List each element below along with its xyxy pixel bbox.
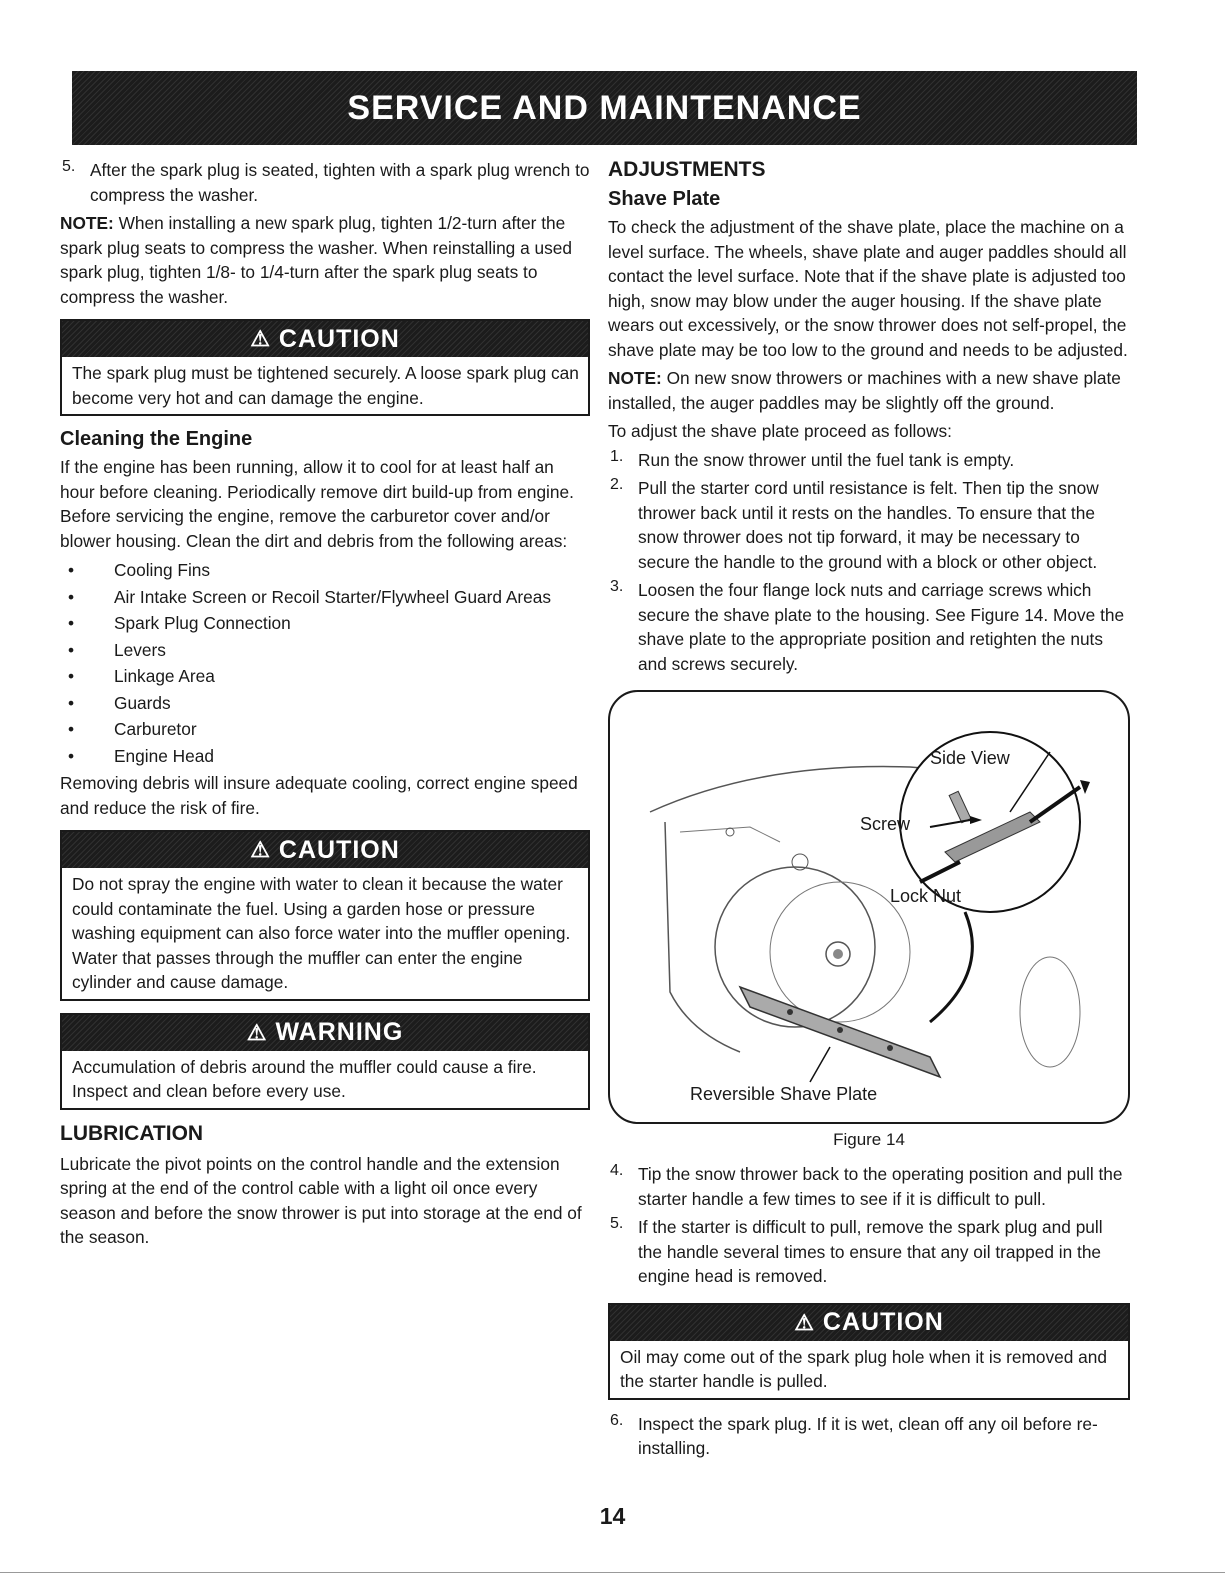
warning-box-muffler bbox=[60, 1013, 590, 1110]
caution-header bbox=[610, 1305, 1128, 1341]
lubrication-heading: LUBRICATION bbox=[60, 1121, 204, 1145]
shave-plate-diagram bbox=[610, 692, 1128, 1122]
note-shave-plate bbox=[608, 366, 1130, 415]
banner-title: SERVICE AND MAINTENANCE bbox=[347, 88, 862, 127]
caution-header bbox=[62, 832, 588, 868]
step-6 bbox=[608, 1412, 1130, 1465]
cleaning-text: If the engine has been running, allow it to cool for at least half an hour before cleaning. Periodically remove dirt build-up from engine. Before servicing the engine, remove the carburetor cover and/or blower housing. Clean the dirt and debris from the following areas: bbox=[60, 457, 574, 551]
figure-caption: Figure 14 bbox=[833, 1130, 905, 1149]
step-text: Loosen the four flange lock nuts and carriage screws which secure the shave plate to the housing. See Figure 14. Move the shave plate to the appropriate position and retighten the nuts and screws securely. bbox=[638, 580, 1125, 674]
step-5-spark-plug bbox=[60, 158, 590, 211]
note-text: On new snow throwers or machines with a new shave plate installed, the auger paddles may be slightly off the ground. bbox=[608, 368, 1121, 413]
step-number: 5. bbox=[610, 1215, 624, 1232]
warning-text: Accumulation of debris around the muffler could cause a fire. Inspect and clean before every use. bbox=[72, 1056, 537, 1101]
screw-label: Screw bbox=[860, 814, 911, 834]
note-label: NOTE: bbox=[60, 213, 114, 233]
caution-box-water bbox=[60, 830, 590, 1001]
warning-triangle-icon: ⚠ bbox=[250, 326, 271, 351]
list-item: • Air Intake Screen or Recoil Starter/Flywheel Guard Areas bbox=[68, 586, 552, 607]
step-text: Pull the starter cord until resistance is felt. Then tip the snow thrower back until it rests on the handles. To ensure that the snow thrower does not tip forward, it may be necessary to secure the handle to the ground with a block or other object. bbox=[638, 478, 1099, 572]
page-bottom-divider bbox=[0, 1572, 1225, 1573]
caution-title: CAUTION bbox=[278, 835, 400, 864]
step-text: After the spark plug is seated, tighten with a spark plug wrench to compress the washer. bbox=[90, 160, 590, 205]
list-item: • Cooling Fins bbox=[68, 560, 211, 580]
note-text: When installing a new spark plug, tighten 1/2-turn after the spark plug seats to compress the washer. When reinstalling a used spark plug, tighten 1/8- to 1/4-turn after the spark plug seats to compress the washer. bbox=[60, 213, 572, 307]
caution-title: CAUTION bbox=[278, 324, 400, 353]
step-number: 3. bbox=[610, 578, 624, 595]
warning-triangle-icon: ⚠ bbox=[794, 1309, 815, 1335]
right-column bbox=[608, 158, 1130, 1465]
caution-box-spark-plug bbox=[60, 319, 590, 416]
step-5-starter bbox=[608, 1215, 1130, 1293]
adjust-intro: To adjust the shave plate proceed as follows: bbox=[608, 421, 952, 441]
caution-box-oil bbox=[608, 1303, 1130, 1400]
caution-text: The spark plug must be tightened securely. A loose spark plug can become very hot and can damage the engine. bbox=[72, 363, 579, 408]
shave-plate-text: To check the adjustment of the shave plate, place the machine on a level surface. The wheels, shave plate and auger paddles should all contact the level surface. Note that if the shave plate is adjusted too high, snow may blow under the auger housing. If the shave plate wears out excessively, or the snow thrower does not self-propel, the shave plate may be too low to the ground and needs to be adjusted. bbox=[608, 217, 1128, 360]
page-number: 14 bbox=[599, 1503, 626, 1529]
step-number: 6. bbox=[610, 1411, 624, 1429]
caution-text: Oil may come out of the spark plug hole when it is removed and the starter handle is pulled. bbox=[620, 1346, 1108, 1391]
warning-triangle-icon: ⚠ bbox=[250, 837, 271, 862]
page-banner bbox=[72, 71, 1137, 145]
lubrication-text: Lubricate the pivot points on the control handle and the extension spring at the end of the control cable with a light oil once every season and before the snow thrower is put into storage at the end of the season. bbox=[60, 1153, 582, 1247]
step-number: 5. bbox=[62, 158, 76, 175]
side-view-label: Side View bbox=[930, 748, 1010, 768]
step-text: Run the snow thrower until the fuel tank is empty. bbox=[638, 449, 1015, 470]
step-text: If the starter is difficult to pull, remove the spark plug and pull the handle several times to ensure that any oil trapped in the engine head is removed. bbox=[638, 1217, 1103, 1286]
step-2 bbox=[608, 476, 1130, 578]
figure-14-illustration bbox=[608, 690, 1130, 1124]
list-item: • Carburetor bbox=[68, 719, 197, 739]
list-item: • Levers bbox=[68, 639, 166, 660]
caution-header bbox=[62, 321, 588, 357]
step-1 bbox=[608, 448, 1130, 477]
adjustments-heading: ADJUSTMENTS bbox=[608, 158, 766, 181]
caution-text: Do not spray the engine with water to clean it because the water could contaminate the fuel. Using a garden hose or pressure washing equipment can also force water into the muffler opening. Water that passes through the muffler can enter the engine cylinder and cause damage. bbox=[72, 874, 571, 992]
step-4 bbox=[608, 1162, 1130, 1215]
step-3 bbox=[608, 578, 1130, 680]
warning-header bbox=[62, 1015, 588, 1051]
cleaning-heading: Cleaning the Engine bbox=[60, 428, 253, 450]
cleaning-areas-list bbox=[60, 557, 590, 769]
warning-title: WARNING bbox=[275, 1018, 404, 1046]
caution-title: CAUTION bbox=[822, 1308, 944, 1336]
shave-plate-heading: Shave Plate bbox=[608, 188, 721, 210]
list-item: • Spark Plug Connection bbox=[68, 613, 291, 633]
left-column bbox=[60, 158, 590, 1254]
step-text: Inspect the spark plug. If it is wet, clean off any oil before re-installing. bbox=[638, 1413, 1098, 1458]
note-label: NOTE: bbox=[608, 368, 662, 388]
step-text: Tip the snow thrower back to the operating position and pull the starter handle a few times to see if it is difficult to pull. bbox=[638, 1164, 1123, 1209]
step-number: 4. bbox=[610, 1162, 624, 1179]
step-number: 2. bbox=[610, 476, 624, 493]
removing-debris-text: Removing debris will insure adequate cooling, correct engine speed and reduce the risk of fire. bbox=[60, 773, 578, 818]
lock-nut-label: Lock Nut bbox=[890, 886, 962, 906]
step-number: 1. bbox=[610, 447, 624, 465]
shave-plate-label: Reversible Shave Plate bbox=[690, 1084, 878, 1104]
list-item: • Engine Head bbox=[68, 745, 214, 766]
list-item: • Linkage Area bbox=[68, 666, 215, 686]
list-item: • Guards bbox=[68, 692, 171, 713]
note-spark-plug bbox=[60, 211, 590, 309]
warning-triangle-icon: ⚠ bbox=[246, 1019, 268, 1045]
